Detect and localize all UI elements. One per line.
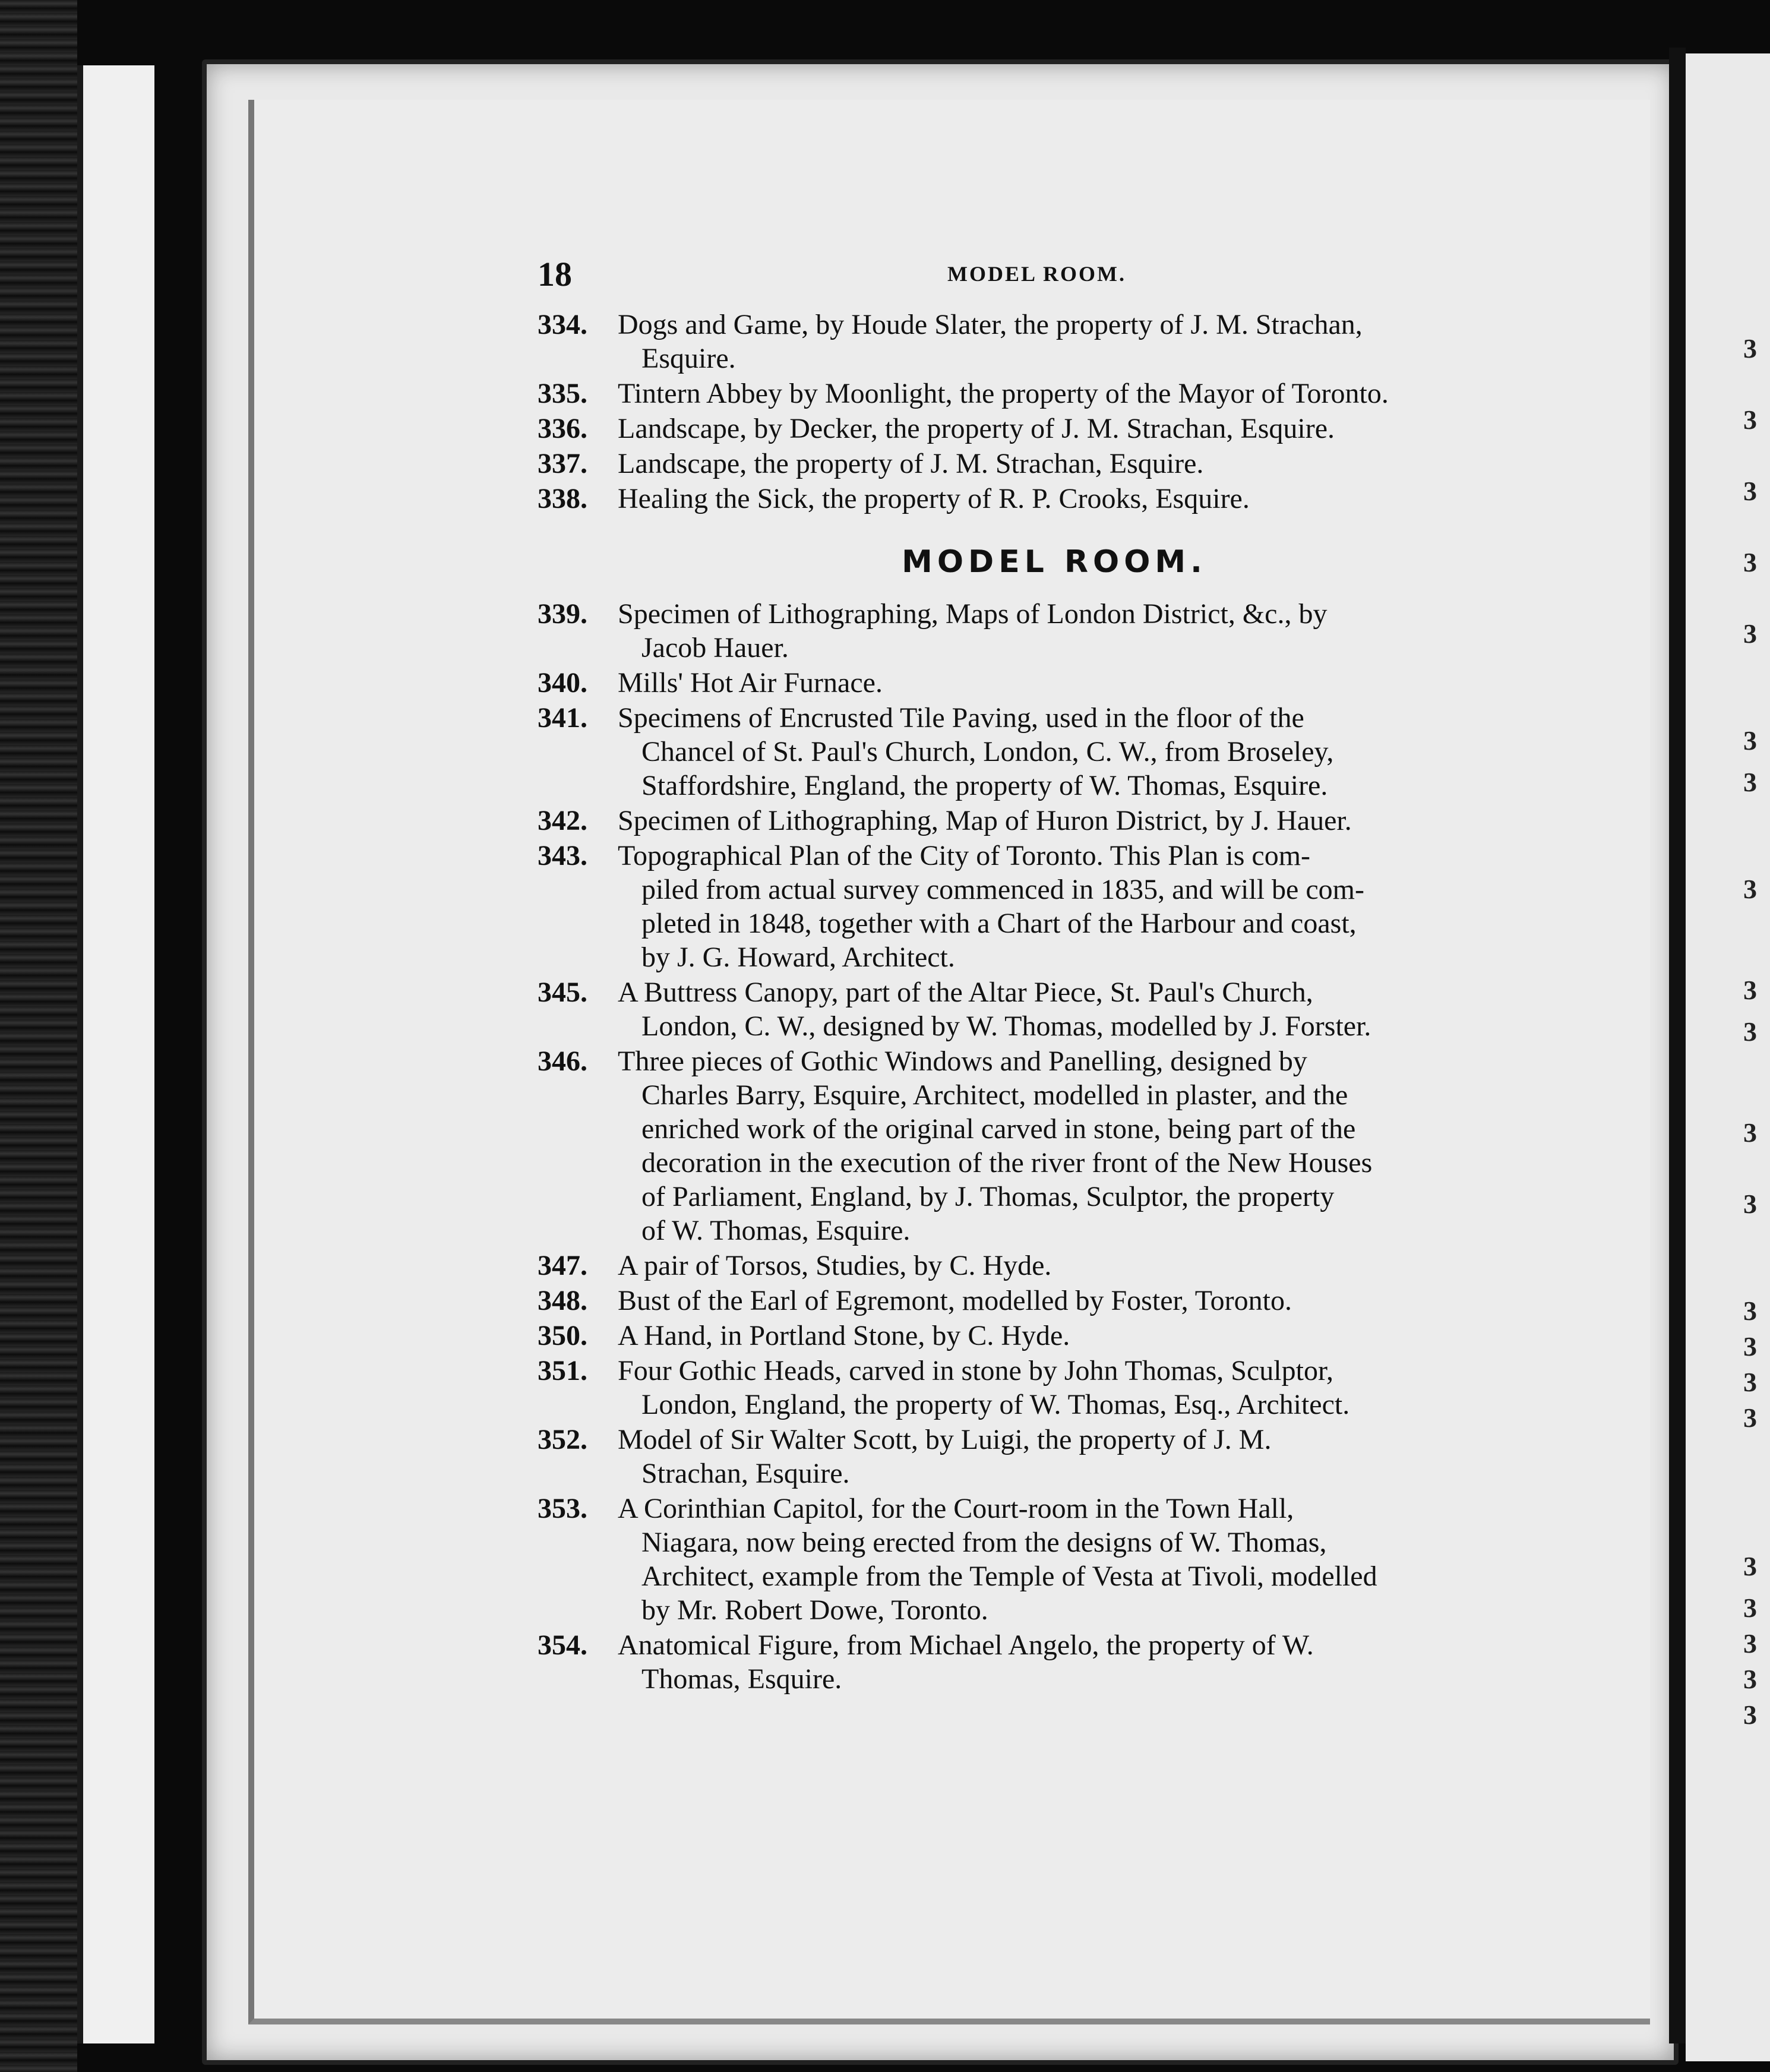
catalogue-entry: [538, 1423, 1571, 1490]
entry-text: [618, 804, 1571, 838]
entries-before-section: [538, 308, 1571, 516]
entry-number: 346.: [538, 1046, 587, 1077]
entry-line: Model of Sir Walter Scott, by Luigi, the property of J. M.: [618, 1424, 1272, 1455]
catalogue-entry: [538, 482, 1571, 516]
adjacent-page-number: 3: [1743, 874, 1757, 904]
adjacent-page-number: 3: [1743, 1296, 1757, 1326]
entry-line: Mills' Hot Air Furnace.: [618, 667, 883, 699]
entry-line: Jacob Hauer.: [641, 632, 789, 664]
entry-line: Thomas, Esquire.: [641, 1663, 842, 1695]
catalogue-entry: [538, 597, 1571, 665]
entries-after-section: [538, 597, 1571, 1696]
adjacent-page-number: 3: [1743, 1016, 1757, 1047]
page-gutter: [1669, 48, 1686, 2043]
entry-text: [618, 975, 1571, 1043]
adjacent-page-number: 3: [1743, 547, 1757, 577]
entry-line: Charles Barry, Esquire, Architect, modelled in plaster, and the: [641, 1079, 1348, 1111]
entry-line: London, C. W., designed by W. Thomas, modelled by J. Forster.: [641, 1010, 1371, 1042]
entry-number: 337.: [538, 448, 587, 479]
entry-number: 341.: [538, 702, 587, 734]
entry-text: [618, 1628, 1571, 1696]
adjacent-page-number: 3: [1743, 618, 1757, 649]
catalogue-entry: [538, 839, 1571, 974]
catalogue-entry: [538, 701, 1571, 803]
entry-line: of W. Thomas, Esquire.: [641, 1215, 911, 1246]
inside-cover: [77, 65, 154, 2043]
entry-line: London, England, the property of W. Thomas, Esq., Architect.: [641, 1389, 1350, 1420]
running-head: MODEL ROOM.: [947, 262, 1126, 286]
entry-line: by J. G. Howard, Architect.: [641, 942, 955, 973]
entry-number: 353.: [538, 1493, 587, 1524]
entry-text: [618, 412, 1571, 446]
entry-number: 348.: [538, 1285, 587, 1316]
entry-line: Niagara, now being erected from the designs of W. Thomas,: [641, 1527, 1327, 1558]
entry-line: Topographical Plan of the City of Toronto. This Plan is com-: [618, 840, 1311, 871]
catalogue-entry: [538, 377, 1571, 410]
entry-text: [618, 447, 1571, 481]
catalogue-entry: [538, 1284, 1571, 1318]
entry-line: Chancel of St. Paul's Church, London, C. W., from Broseley,: [641, 736, 1334, 767]
adjacent-page-edge: [1686, 53, 1770, 2061]
entry-line: A Corinthian Capitol, for the Court-room in the Town Hall,: [618, 1493, 1294, 1524]
adjacent-page-number: 3: [1743, 1367, 1757, 1397]
catalogue-entry: [538, 1249, 1571, 1283]
entry-text: [618, 1319, 1571, 1353]
adjacent-page-number: 3: [1743, 405, 1757, 435]
entry-number: 335.: [538, 378, 587, 409]
catalogue-entry: [538, 666, 1571, 700]
entry-text: [618, 839, 1571, 974]
adjacent-page-number: 3: [1743, 1593, 1757, 1623]
entry-line: Esquire.: [641, 343, 736, 374]
adjacent-page-number: 3: [1743, 1189, 1757, 1219]
entry-line: Three pieces of Gothic Windows and Panelling, designed by: [618, 1046, 1307, 1077]
entry-line: Healing the Sick, the property of R. P. Crooks, Esquire.: [618, 483, 1250, 514]
entry-line: Strachan, Esquire.: [641, 1458, 850, 1489]
entry-number: 350.: [538, 1320, 587, 1351]
entry-number: 354.: [538, 1629, 587, 1661]
catalogue-entry: [538, 804, 1571, 838]
entry-number: 339.: [538, 598, 587, 630]
entry-line: by Mr. Robert Dowe, Toronto.: [641, 1594, 988, 1626]
book-binding-edge: [0, 0, 77, 2072]
catalogue-entry: [538, 1354, 1571, 1422]
entry-number: 342.: [538, 805, 587, 836]
entry-line: Tintern Abbey by Moonlight, the property of the Mayor of Toronto.: [618, 378, 1389, 409]
entry-number: 352.: [538, 1424, 587, 1455]
adjacent-page-number: 3: [1743, 725, 1757, 756]
entry-number: 345.: [538, 977, 587, 1008]
entry-line: of Parliament, England, by J. Thomas, Sculptor, the property: [641, 1181, 1335, 1212]
catalogue-entry: [538, 1628, 1571, 1696]
catalogue-entry: [538, 1044, 1571, 1247]
entry-number: 347.: [538, 1250, 587, 1281]
catalogue-entries: [538, 308, 1571, 1697]
entry-text: [618, 482, 1571, 516]
entry-text: [618, 1249, 1571, 1283]
entry-number: 336.: [538, 413, 587, 444]
adjacent-page-number: 3: [1743, 333, 1757, 364]
entry-line: Bust of the Earl of Egremont, modelled by Foster, Toronto.: [618, 1285, 1292, 1316]
entry-number: 343.: [538, 840, 587, 871]
adjacent-page-number: 3: [1743, 1403, 1757, 1433]
entry-line: Specimen of Lithographing, Map of Huron District, by J. Hauer.: [618, 805, 1352, 836]
entry-line: enriched work of the original carved in stone, being part of the: [641, 1113, 1356, 1145]
entry-text: [618, 1284, 1571, 1318]
entry-line: Landscape, the property of J. M. Strachan, Esquire.: [618, 448, 1204, 479]
entry-number: 338.: [538, 483, 587, 514]
page-number: 18: [538, 255, 572, 293]
entry-number: 334.: [538, 309, 587, 340]
entry-line: Landscape, by Decker, the property of J. M. Strachan, Esquire.: [618, 413, 1335, 444]
entry-line: Staffordshire, England, the property of W. Thomas, Esquire.: [641, 770, 1328, 801]
entry-line: Architect, example from the Temple of Vesta at Tivoli, modelled: [641, 1561, 1377, 1592]
entry-line: decoration in the execution of the river front of the New Houses: [641, 1147, 1373, 1179]
catalogue-entry: [538, 447, 1571, 481]
entry-number: 351.: [538, 1355, 587, 1386]
adjacent-page-number: 3: [1743, 1117, 1757, 1148]
adjacent-page-number: 3: [1743, 975, 1757, 1005]
catalogue-entry: [538, 1319, 1571, 1353]
entry-text: [618, 1423, 1571, 1490]
catalogue-entry: [538, 1492, 1571, 1627]
page-header: [538, 254, 1571, 293]
entry-text: [618, 1354, 1571, 1422]
catalogue-entry: [538, 975, 1571, 1043]
entry-line: piled from actual survey commenced in 1835, and will be com-: [641, 874, 1364, 905]
adjacent-page-number: 3: [1743, 476, 1757, 506]
adjacent-page-number: 3: [1743, 1551, 1757, 1581]
entry-text: [618, 308, 1571, 375]
catalogue-entry: [538, 308, 1571, 375]
entry-text: [618, 597, 1571, 665]
adjacent-page-number: 3: [1743, 1628, 1757, 1659]
catalogue-entry: [538, 412, 1571, 446]
entry-text: [618, 666, 1571, 700]
entry-number: 340.: [538, 667, 587, 699]
adjacent-page-number: 3: [1743, 1700, 1757, 1730]
adjacent-page-number: 3: [1743, 1331, 1757, 1362]
entry-text: [618, 1492, 1571, 1627]
entry-line: Specimens of Encrusted Tile Paving, used in the floor of the: [618, 702, 1304, 734]
adjacent-page-number: 3: [1743, 767, 1757, 797]
adjacent-page-number: 3: [1743, 1664, 1757, 1694]
entry-text: [618, 1044, 1571, 1247]
entry-text: [618, 377, 1571, 410]
entry-line: A pair of Torsos, Studies, by C. Hyde.: [618, 1250, 1052, 1281]
entry-line: Anatomical Figure, from Michael Angelo, the property of W.: [618, 1629, 1314, 1661]
section-title: MODEL ROOM.: [902, 544, 1207, 580]
entry-line: Four Gothic Heads, carved in stone by John Thomas, Sculptor,: [618, 1355, 1334, 1386]
entry-line: pleted in 1848, together with a Chart of the Harbour and coast,: [641, 908, 1357, 939]
entry-line: Dogs and Game, by Houde Slater, the property of J. M. Strachan,: [618, 309, 1363, 340]
entry-line: A Hand, in Portland Stone, by C. Hyde.: [618, 1320, 1070, 1351]
entry-text: [618, 701, 1571, 803]
entry-line: Specimen of Lithographing, Maps of London District, &c., by: [618, 598, 1328, 630]
entry-line: A Buttress Canopy, part of the Altar Piece, St. Paul's Church,: [618, 977, 1313, 1008]
